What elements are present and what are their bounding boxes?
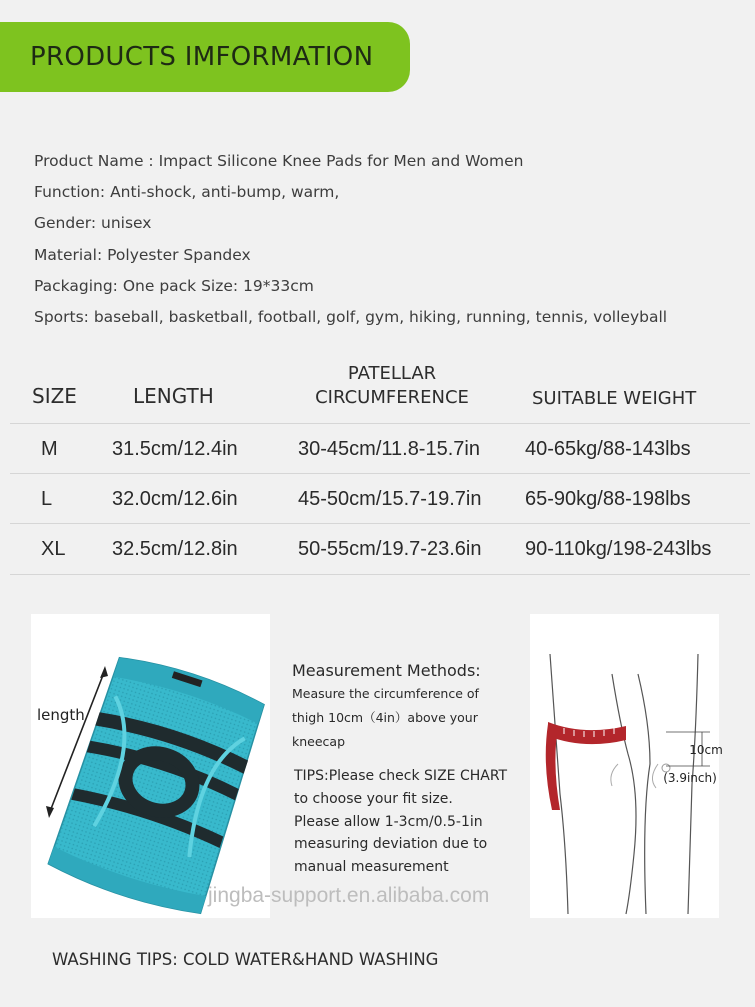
arrow-head-top-icon (100, 666, 108, 678)
arrow-head-bottom-icon (46, 806, 54, 818)
cell-length: 32.0cm/12.6in (112, 488, 238, 510)
info-product-name: Product Name : Impact Silicone Knee Pads for Men and Women (34, 152, 524, 170)
washing-tips: WASHING TIPS: COLD WATER&HAND WASHING (52, 950, 439, 969)
column-header-weight: SUITABLE WEIGHT (532, 388, 697, 409)
info-function: Function: Anti-shock, anti-bump, warm, (34, 183, 340, 202)
info-sports: Sports: baseball, basketball, football, golf, gym, hiking, running, tennis, volleyball (34, 307, 668, 326)
info-packaging: Packaging: One pack Size: 19*33cm (34, 276, 314, 295)
size-tips (294, 765, 524, 879)
column-header-patellar (308, 362, 476, 410)
tips-line: TIPS:Please check SIZE CHART (294, 768, 508, 784)
cell-size: L (41, 488, 53, 510)
cell-weight: 40-65kg/88-143lbs (525, 438, 691, 460)
cell-weight: 90-110kg/198-243lbs (525, 538, 712, 560)
length-label: length (37, 706, 85, 724)
cell-size: M (41, 438, 58, 460)
section-header-tab (0, 22, 410, 92)
diagram-cm-label: 10cm (689, 743, 723, 757)
knee-sleeve-illustration (31, 614, 270, 918)
info-gender: Gender: unisex (34, 214, 152, 233)
cell-size: XL (41, 538, 66, 560)
table-row (10, 423, 750, 474)
column-header-size: SIZE (32, 384, 77, 408)
table-row (10, 473, 750, 524)
table-row (10, 523, 750, 575)
cell-patellar: 30-45cm/11.8-15.7in (298, 438, 480, 460)
measurement-line: kneecap (292, 734, 346, 749)
tips-line: measuring deviation due to (294, 836, 488, 853)
info-material: Material: Polyester Spandex (34, 245, 251, 264)
column-header-length: LENGTH (133, 384, 214, 408)
cell-patellar: 50-55cm/19.7-23.6in (298, 538, 482, 560)
leg-measurement-diagram (530, 614, 723, 918)
diagram-inch-label: (3.9inch) (663, 771, 717, 785)
tips-line: to choose your fit size. (294, 790, 453, 807)
tips-line: Please allow 1-3cm/0.5-1in (294, 813, 483, 830)
measurement-line: thigh 10cm（4in）above your (292, 710, 478, 725)
product-photo (31, 614, 270, 918)
measurement-line: Measure the circumference of (292, 686, 479, 701)
column-header-patellar-line1: PATELLAR (347, 363, 437, 384)
product-info-list (34, 146, 734, 333)
cell-patellar: 45-50cm/15.7-19.7in (298, 488, 482, 510)
cell-weight: 65-90kg/88-198lbs (525, 488, 691, 510)
legs-illustration (530, 614, 723, 918)
cell-length: 31.5cm/12.4in (112, 438, 238, 460)
section-title: PRODUCTS IMFORMATION (30, 42, 374, 72)
column-header-patellar-line2: CIRCUMFERENCE (315, 387, 469, 408)
cell-length: 32.5cm/12.8in (112, 538, 238, 560)
measurement-title: Measurement Methods: (292, 661, 481, 680)
watermark: jingba-support.en.alibaba.com (208, 884, 490, 907)
tips-line: manual measurement (294, 859, 449, 876)
measurement-methods (292, 660, 522, 754)
